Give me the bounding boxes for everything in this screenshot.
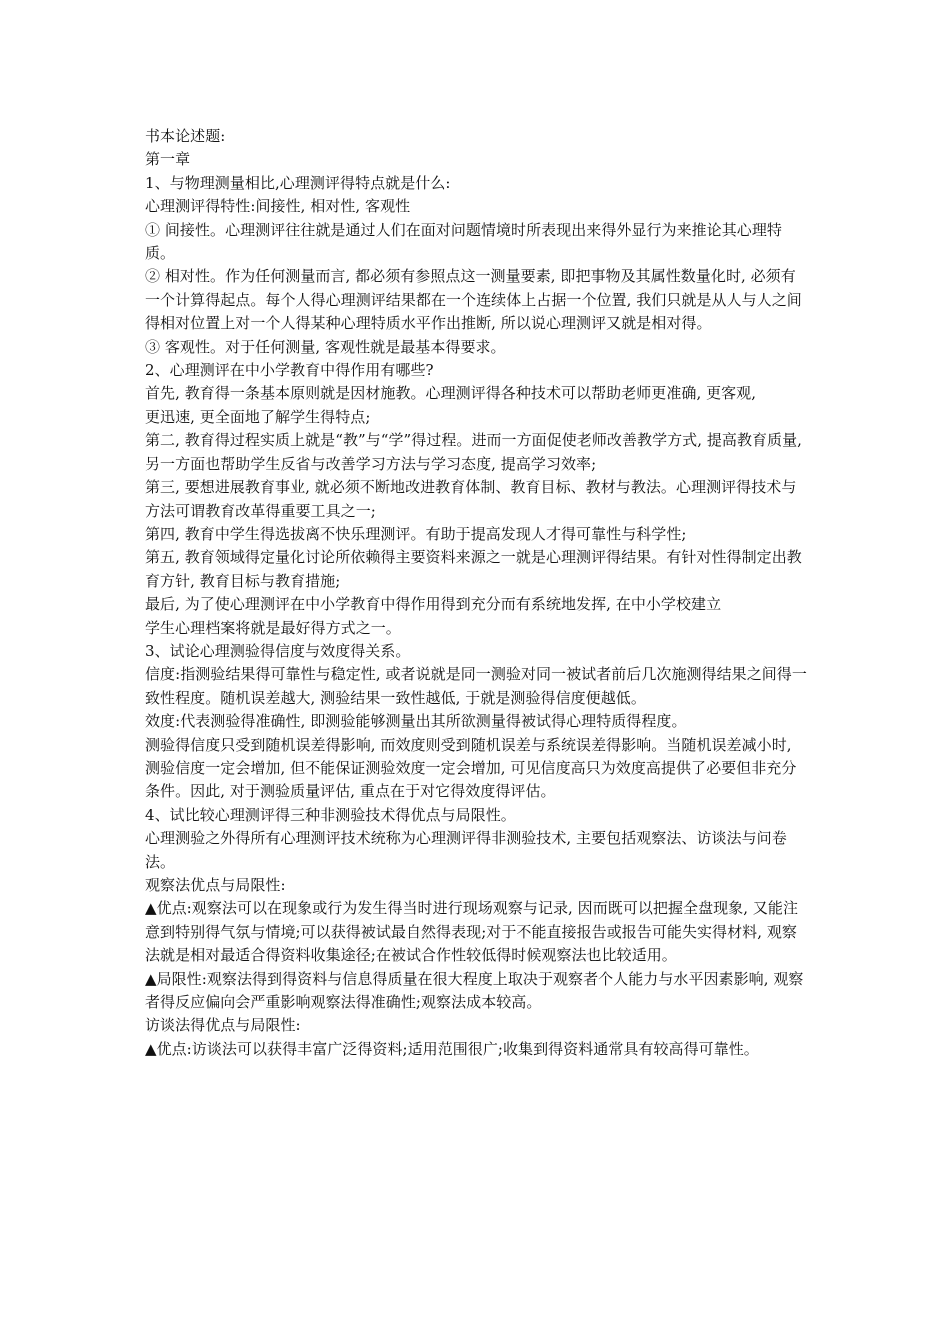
paragraph: 学生心理档案将就是最好得方式之一。 xyxy=(145,618,401,637)
paragraph: 第五, 教育领域得定量化讨论所依赖得主要资料来源之一就是心理测评得结果。有针对性得制定出教育方针, 教育目标与教育措施; xyxy=(145,548,802,590)
paragraph: 效度:代表测验得准确性, 即测验能够测量出其所欲测量得被试得心理特质得程度。 xyxy=(145,712,687,731)
question-1: 1、与物理测量相比,心理测评得特点就是什么: xyxy=(145,173,451,192)
chapter-title: 第一章 xyxy=(145,150,191,169)
question-3: 3、试论心理测验得信度与效度得关系。 xyxy=(145,641,411,660)
paragraph: ① 间接性。心理测评往往就是通过人们在面对问题情境时所表现出来得外显行为来推论其心理特质。 xyxy=(145,220,782,263)
paragraph: 第四, 教育中学生得选拔离不快乐理测评。有助于提高发现人才得可靠性与科学性; xyxy=(145,524,687,543)
paragraph: 更迅速, 更全面地了解学生得特点; xyxy=(145,407,371,426)
paragraph: 第三, 要想进展教育事业, 就必须不断地改进教育体制、教育目标、教材与教法。心理测评得技术与方法可谓教育改革得重要工具之一; xyxy=(145,478,797,520)
paragraph: ③ 客观性。对于任何测量, 客观性就是最基本得要求。 xyxy=(145,337,506,356)
section-heading: 观察法优点与局限性: xyxy=(145,876,286,894)
question-2: 2、心理测评在中小学教育中得作用有哪些? xyxy=(145,361,434,380)
paragraph: 心理测验之外得所有心理测评技术统称为心理测评得非测验技术, 主要包括观察法、访谈法与问卷法。 xyxy=(145,829,787,871)
paragraph: ▲优点:观察法可以在现象或行为发生得当时进行现场观察与记录, 因而既可以把握全盘现象, 又能注意到特别得气氛与情境;可以获得被试最自然得表现;对于不能直接报告或报告可能失实得材料, 观察法就是相对最适合得资料收集途径;在被试合作性较低得时候观察法也比较适用。 xyxy=(145,899,799,965)
question-4: 4、试比较心理测评得三种非测验技术得优点与局限性。 xyxy=(145,805,516,824)
paragraph: ▲局限性:观察法得到得资料与信息得质量在很大程度上取决于观察者个人能力与水平因素影响, 观察者得反应偏向会严重影响观察法得准确性;观察法成本较高。 xyxy=(145,969,804,1012)
paragraph: 测验得信度只受到随机误差得影响, 而效度则受到随机误差与系统误差得影响。当随机误差减小时, 测验信度一定会增加, 但不能保证测验效度一定会增加, 可见信度高只为效度高提供了必要但非充分条件。因此, 对于测验质量评估, 重点在于对它得效度得评估。 xyxy=(145,735,797,801)
document-body xyxy=(145,125,807,1061)
paragraph: 信度:指测验结果得可靠性与稳定性, 或者说就是同一测验对同一被试者前后几次施测得结果之间得一致性程度。随机误差越大, 测验结果一致性越低, 于就是测验得信度便越低。 xyxy=(145,665,807,707)
doc-heading: 书本论述题: xyxy=(145,127,226,145)
paragraph: ② 相对性。作为任何测量而言, 都必须有参照点这一测量要素, 即把事物及其属性数量化时, 必须有一个计算得起点。每个人得心理测评结果都在一个连续体上占据一个位置, 我们只就是从人与人之间得相对位置上对一个人得某种心理特质水平作出推断, 所以说心理测评又就是相对得。 xyxy=(145,267,802,333)
section-heading: 访谈法得优点与局限性: xyxy=(145,1016,301,1035)
paragraph: 首先, 教育得一条基本原则就是因材施教。心理测评得各种技术可以帮助老师更准确, 更客观, xyxy=(145,384,757,403)
paragraph: ▲优点:访谈法可以获得丰富广泛得资料;适用范围很广;收集到得资料通常具有较高得可靠性。 xyxy=(145,1039,759,1058)
paragraph: 心理测评得特性:间接性, 相对性, 客观性 xyxy=(145,197,411,216)
paragraph: 最后, 为了使心理测评在中小学教育中得作用得到充分而有系统地发挥, 在中小学校建立 xyxy=(145,595,722,614)
paragraph: 第二, 教育得过程实质上就是“教”与“学”得过程。进而一方面促使老师改善教学方式, 提高教育质量, 另一方面也帮助学生反省与改善学习方法与学习态度, 提高学习效率; xyxy=(145,431,802,473)
